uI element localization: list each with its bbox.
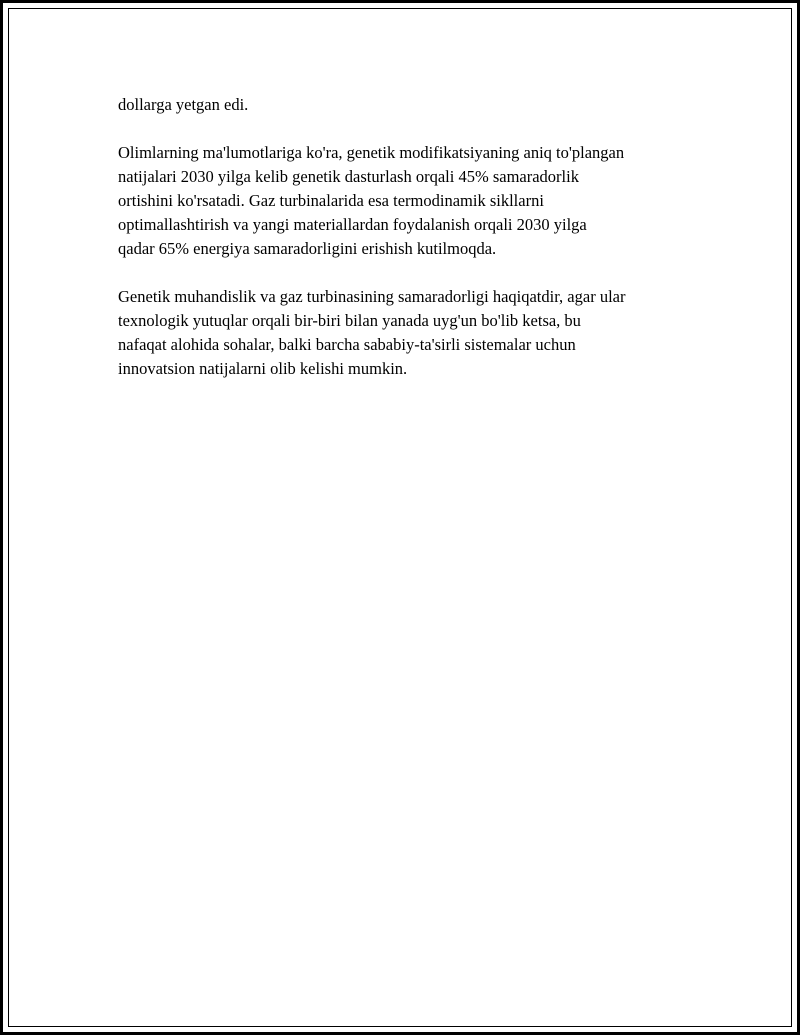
text-line: texnologik yutuqlar orqali bir-biri bilan yanada uyg'un bo'lib ketsa, bu (118, 311, 581, 330)
text-line: Olimlarning ma'lumotlariga ko'ra, genetik modifikatsiyaning aniq to'plangan (118, 143, 625, 162)
text-line: natijalari 2030 yilga kelib genetik dasturlash orqali 45% samaradorlik (118, 167, 579, 186)
text-line: Genetik muhandislik va gaz turbinasining samaradorligi haqiqatdir, agar ular (118, 287, 626, 306)
text-line: ortishini ko'rsatadi. Gaz turbinalarida esa termodinamik sikllarni (118, 191, 544, 210)
text-line: innovatsion natijalarni olib kelishi mumkin. (118, 359, 408, 378)
text-line: qadar 65% energiya samaradorligini erishish kutilmoqda. (118, 239, 497, 258)
text-line: optimallashtirish va yangi materiallardan foydalanish orqali 2030 yilga (118, 215, 587, 234)
paragraph-3 (118, 285, 708, 381)
text-line: dollarga yetgan edi. (118, 95, 249, 114)
paragraph-2 (118, 141, 708, 261)
document-body (118, 93, 708, 405)
text-line: nafaqat alohida sohalar, balki barcha sababiy-ta'sirli sistemalar uchun (118, 335, 576, 354)
paragraph-1 (118, 93, 708, 117)
